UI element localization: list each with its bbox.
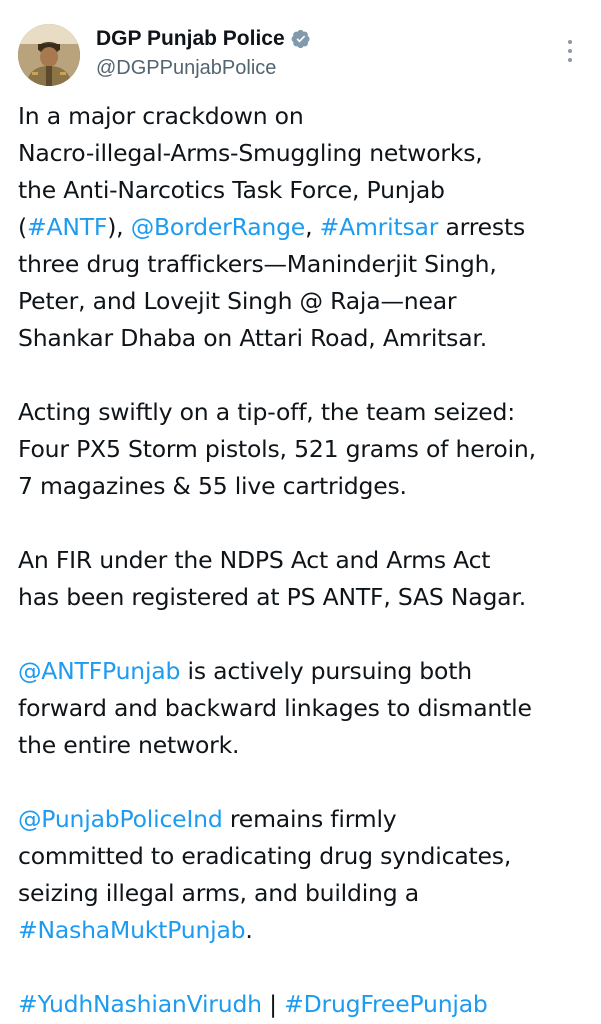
more-options-icon[interactable] bbox=[556, 34, 584, 68]
mention-punjabpoliceind-link[interactable]: @PunjabPoliceInd bbox=[18, 805, 223, 833]
tweet-paragraph-2 bbox=[18, 394, 593, 505]
hashtag-separator: | bbox=[261, 990, 285, 1018]
hashtag-antf-link[interactable]: #ANTF bbox=[26, 213, 108, 241]
text-line bbox=[18, 986, 593, 1023]
text-fragment: remains firmly bbox=[222, 805, 397, 833]
text-fragment: ), bbox=[107, 213, 131, 241]
hashtag-nashamuktpunjab-link[interactable]: #NashaMuktPunjab bbox=[18, 916, 246, 944]
text-fragment: arrests bbox=[438, 213, 526, 241]
more-dot bbox=[568, 40, 572, 44]
text-line bbox=[18, 801, 593, 838]
text-line bbox=[18, 653, 593, 690]
text-line: the entire network. bbox=[18, 731, 240, 759]
text-line: three drug traffickers—Maninderjit Singh, bbox=[18, 250, 497, 278]
text-line: An FIR under the NDPS Act and Arms Act bbox=[18, 546, 491, 574]
text-fragment: is actively pursuing both bbox=[180, 657, 472, 685]
text-line: the Anti-Narcotics Task Force, Punjab bbox=[18, 176, 445, 204]
author-handle[interactable]: @DGPPunjabPolice bbox=[96, 57, 277, 79]
tweet-paragraph-5 bbox=[18, 801, 593, 949]
text-fragment: ( bbox=[18, 213, 27, 241]
text-line: 7 magazines & 55 live cartridges. bbox=[18, 472, 407, 500]
text-line bbox=[18, 209, 593, 246]
verified-badge-icon bbox=[291, 29, 311, 49]
tweet-paragraph-1 bbox=[18, 98, 593, 357]
more-dot bbox=[568, 49, 572, 53]
author-name-row bbox=[96, 27, 311, 51]
text-fragment: . bbox=[245, 916, 253, 944]
text-line bbox=[18, 912, 593, 949]
text-line: In a major crackdown on bbox=[18, 102, 304, 130]
text-line: Nacro-illegal-Arms-Smuggling networks, bbox=[18, 139, 483, 167]
text-line: forward and backward linkages to dismantle bbox=[18, 694, 532, 722]
tweet-text bbox=[18, 98, 593, 1023]
text-line: Peter, and Lovejit Singh @ Raja—near bbox=[18, 287, 457, 315]
text-line: Four PX5 Storm pistols, 521 grams of heroin, bbox=[18, 435, 536, 463]
text-fragment: , bbox=[305, 213, 320, 241]
text-line: has been registered at PS ANTF, SAS Nagar. bbox=[18, 583, 526, 611]
tweet-paragraph-3 bbox=[18, 542, 593, 616]
hashtag-drugfreepunjab-link[interactable]: #DrugFreePunjab bbox=[284, 990, 488, 1018]
hashtag-yudhnashianvirudh-link[interactable]: #YudhNashianVirudh bbox=[18, 990, 262, 1018]
text-line: committed to eradicating drug syndicates, bbox=[18, 842, 512, 870]
text-line: seizing illegal arms, and building a bbox=[18, 879, 419, 907]
police-officer-avatar[interactable] bbox=[18, 24, 80, 86]
hashtag-amritsar-link[interactable]: #Amritsar bbox=[319, 213, 439, 241]
text-line: Shankar Dhaba on Attari Road, Amritsar. bbox=[18, 324, 488, 352]
more-dot bbox=[568, 58, 572, 62]
tweet-paragraph-4 bbox=[18, 653, 593, 764]
mention-antfpunjab-link[interactable]: @ANTFPunjab bbox=[18, 657, 181, 685]
tweet-paragraph-6 bbox=[18, 986, 593, 1023]
author-display-name[interactable]: DGP Punjab Police bbox=[96, 27, 285, 50]
text-line: Acting swiftly on a tip-off, the team seized: bbox=[18, 398, 515, 426]
mention-borderrange-link[interactable]: @BorderRange bbox=[130, 213, 306, 241]
tweet-header bbox=[0, 0, 601, 96]
